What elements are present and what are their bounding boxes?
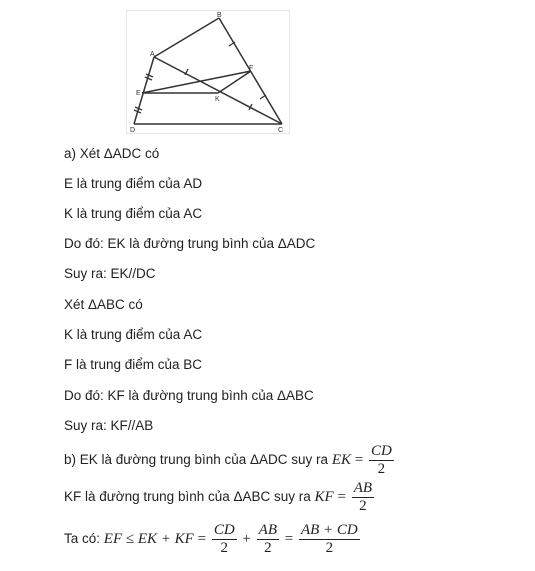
part-b-line-3-expr: EF ≤ EK + KF bbox=[103, 531, 194, 548]
part-b-line-3-text: Ta có: bbox=[64, 531, 101, 547]
text-line-10: Suy ra: KF//AB bbox=[64, 418, 154, 433]
label-e: E bbox=[136, 90, 141, 97]
equals-sign: = bbox=[197, 531, 207, 548]
text-line-1: a) Xét ΔADC có bbox=[64, 146, 160, 161]
part-b-line-1-lhs: EK bbox=[331, 452, 351, 469]
label-f: F bbox=[249, 65, 254, 72]
part-b-line-2-eq: = bbox=[337, 489, 346, 506]
fraction-ab-plus-cd-over-2: $\frac{AB + CD}{2}$ bbox=[300, 522, 358, 556]
text-line-3: K là trung điểm của AC bbox=[64, 206, 203, 221]
text-line-2: E là trung điểm của AD bbox=[64, 176, 203, 191]
segment-ab bbox=[154, 18, 219, 57]
text-line-7: K là trung điểm của AC bbox=[64, 327, 203, 342]
part-b-line-1 bbox=[64, 443, 396, 478]
part-b-line-2-text: KF là đường trung bình của ΔABC suy ra bbox=[64, 489, 311, 505]
text-line-9: Do đó: KF là đường trung bình của ΔABC bbox=[64, 388, 314, 403]
fraction-ab-over-2-b: $\frac{AB}{2}$ bbox=[258, 522, 277, 556]
fraction-ab-over-2: $\frac{AB}{2}$ bbox=[353, 480, 373, 514]
fraction-cd-over-2: $\frac{CD}{2}$ bbox=[370, 443, 392, 477]
label-a: A bbox=[150, 51, 155, 58]
label-d: D bbox=[130, 127, 136, 134]
text-line-8: F là trung điểm của BC bbox=[64, 357, 203, 372]
label-c: C bbox=[278, 127, 284, 134]
part-b-line-2 bbox=[64, 480, 376, 515]
part-b-line-2-lhs: KF bbox=[314, 489, 334, 506]
label-k: K bbox=[215, 96, 220, 103]
equals-sign-2: = bbox=[284, 531, 294, 548]
text-line-6: Xét ΔABC có bbox=[64, 297, 143, 312]
part-b-line-1-eq: = bbox=[354, 452, 364, 469]
fraction-cd-over-2-b: $\frac{CD}{2}$ bbox=[213, 522, 235, 556]
part-b-line-3 bbox=[64, 522, 362, 557]
text-line-4: Do đó: EK là đường trung bình của ΔADC bbox=[64, 236, 316, 251]
geometry-figure bbox=[126, 10, 290, 134]
plus-sign: + bbox=[242, 531, 251, 548]
label-b: B bbox=[217, 12, 222, 19]
text-line-5: Suy ra: EK//DC bbox=[64, 266, 156, 281]
part-b-line-1-text: b) EK là đường trung bình của ΔADC suy ra bbox=[64, 452, 329, 468]
